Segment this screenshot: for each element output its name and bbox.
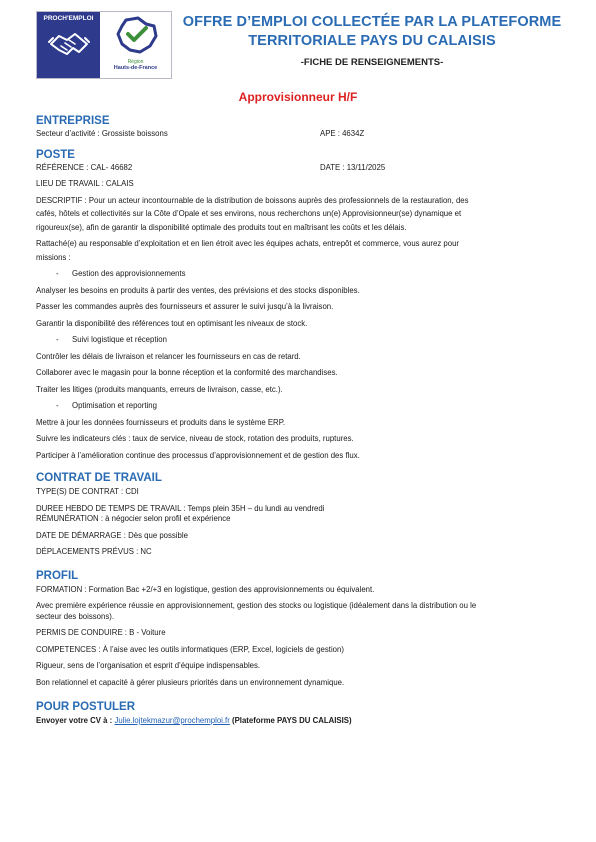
contrat-type: TYPE(S) DE CONTRAT : CDI xyxy=(36,487,139,496)
descriptif-line3: rigoureux(se), afin de garantir la disponibilité optimale des produits tout en maîtrisant les coûts et les délais. xyxy=(36,222,407,232)
rattache-line2: missions : xyxy=(36,252,71,262)
section-heading-postuler: POUR POSTULER xyxy=(36,701,136,713)
descriptif-line2: cafés, hôtels et collectivités sur la Côte d’Opale et ses environs, nous recherchons un(e) Approvisionneur(se) dynamique et xyxy=(36,209,462,218)
deplacements: DÉPLACEMENTS PRÉVUS : NC xyxy=(36,547,152,556)
competences: COMPETENCES : À l’aise avec les outils informatiques (ERP, Excel, logiciels de gestion) xyxy=(36,644,344,654)
prochemploi-logo xyxy=(37,12,100,78)
apply-email-link[interactable]: Julie.lojtekmazur@prochemploi.fr xyxy=(114,716,230,725)
page-subtitle: -FICHE DE RENSEIGNEMENTS- xyxy=(300,57,444,68)
experience-line2: secteur des boissons). xyxy=(36,611,115,621)
mission-heading-logistique xyxy=(36,335,566,346)
permis: PERMIS DE CONDUIRE : B - Voiture xyxy=(36,628,166,637)
entreprise-row xyxy=(36,129,566,140)
lieu-travail: LIEU DE TRAVAIL : CALAIS xyxy=(36,179,134,188)
apply-suffix: (Plateforme PAYS DU CALAISIS) xyxy=(232,716,352,725)
bullet-dash: - xyxy=(56,269,59,278)
logo xyxy=(36,11,172,79)
job-offer-body xyxy=(36,114,566,727)
mission-title: Optimisation et reporting xyxy=(72,401,157,410)
section-heading-contrat: CONTRAT DE TRAVAIL xyxy=(36,472,162,484)
ape-code: APE : 4634Z xyxy=(320,129,365,138)
mission-heading-reporting xyxy=(36,401,566,412)
mission-item: Garantir la disponibilité des références tout en optimisant les niveaux de stock. xyxy=(36,318,308,328)
poste-ref-row xyxy=(36,163,566,174)
job-title: Approvisionneur H/F xyxy=(238,90,358,104)
section-heading-poste: POSTE xyxy=(36,148,75,161)
region-logo xyxy=(100,12,171,78)
page-title-line2: TERRITORIALE PAYS DU CALAISIS xyxy=(248,33,496,49)
page-title-line1: OFFRE D’EMPLOI COLLECTÉE PAR LA PLATEFORME xyxy=(182,14,562,30)
rattache-line1: Rattaché(e) au responsable d’exploitation et en lien étroit avec les équipes achats, entrepôt et commerce, vous aurez pour xyxy=(36,239,460,248)
apply-prefix: Envoyer votre CV à : xyxy=(36,716,113,725)
mission-title: Suivi logistique et réception xyxy=(72,335,167,344)
competence-item: Rigueur, sens de l’organisation et esprit d’équipe indispensables. xyxy=(36,661,261,670)
mission-item: Traiter les litiges (produits manquants, erreurs de livraison, casse, etc.). xyxy=(36,384,283,394)
mission-item: Mettre à jour les données fournisseurs et produits dans le système ERP. xyxy=(36,417,286,427)
mission-title: Gestion des approvisionnements xyxy=(72,269,186,278)
section-heading-entreprise: ENTREPRISE xyxy=(36,115,110,127)
section-heading-profil: PROFIL xyxy=(36,569,79,582)
mission-item: Suivre les indicateurs clés : taux de service, niveau de stock, rotation des produits, ruptures. xyxy=(36,434,354,443)
competence-item: Bon relationnel et capacité à gérer plusieurs priorités dans un environnement dynamique. xyxy=(36,677,345,687)
offer-date: DATE : 13/11/2025 xyxy=(320,162,386,172)
bullet-dash: - xyxy=(56,335,59,344)
region-label: Région xyxy=(127,59,144,65)
mission-item: Passer les commandes auprès des fournisseurs et assurer le suivi jusqu’à la livraison. xyxy=(36,302,334,311)
mission-item: Contrôler les délais de livraison et relancer les fournisseurs en cas de retard. xyxy=(36,351,301,361)
reference: RÉFÉRENCE : CAL- 46682 xyxy=(36,162,133,172)
mission-heading-approvisionnements xyxy=(36,269,566,280)
region-name: Hauts-de-France xyxy=(113,65,158,71)
experience-line1: Avec première expérience réussie en approvisionnement, gestion des stocks ou logistique (idéalement dans la distribution ou le xyxy=(36,601,477,610)
duree-hebdo: DUREE HEBDO DE TEMPS DE TRAVAIL : Temps plein 35H – du lundi au vendredi xyxy=(36,503,325,513)
date-demarrage: DATE DE DÉMARRAGE : Dès que possible xyxy=(36,530,188,540)
mission-item: Collaborer avec le magasin pour la bonne réception et la conformité des marchandises. xyxy=(36,368,338,377)
page-title xyxy=(182,13,562,51)
descriptif-line1: DESCRIPTIF : Pour un acteur incontournable de la distribution de boissons auprès des professionnels de la restauration, des xyxy=(36,195,469,205)
region-map-icon xyxy=(112,16,160,58)
logo-brand-text: PROCH'EMPLOI xyxy=(43,15,94,22)
secteur-activite: Secteur d’activité : Grossiste boissons xyxy=(36,129,168,138)
mission-item: Analyser les besoins en produits à partir des ventes, des prévisions et des stocks disponibles. xyxy=(36,285,360,295)
formation: FORMATION : Formation Bac +2/+3 en logistique, gestion des approvisionnements ou équivalent. xyxy=(36,584,375,594)
apply-row xyxy=(36,716,566,727)
mission-item: Participer à l’amélioration continue des processus d’approvisionnement et de gestion des flux. xyxy=(36,450,360,460)
bullet-dash: - xyxy=(56,401,59,410)
handshake-icon xyxy=(47,26,91,64)
remuneration: RÉMUNÉRATION : à négocier selon profil et expérience xyxy=(36,514,231,523)
